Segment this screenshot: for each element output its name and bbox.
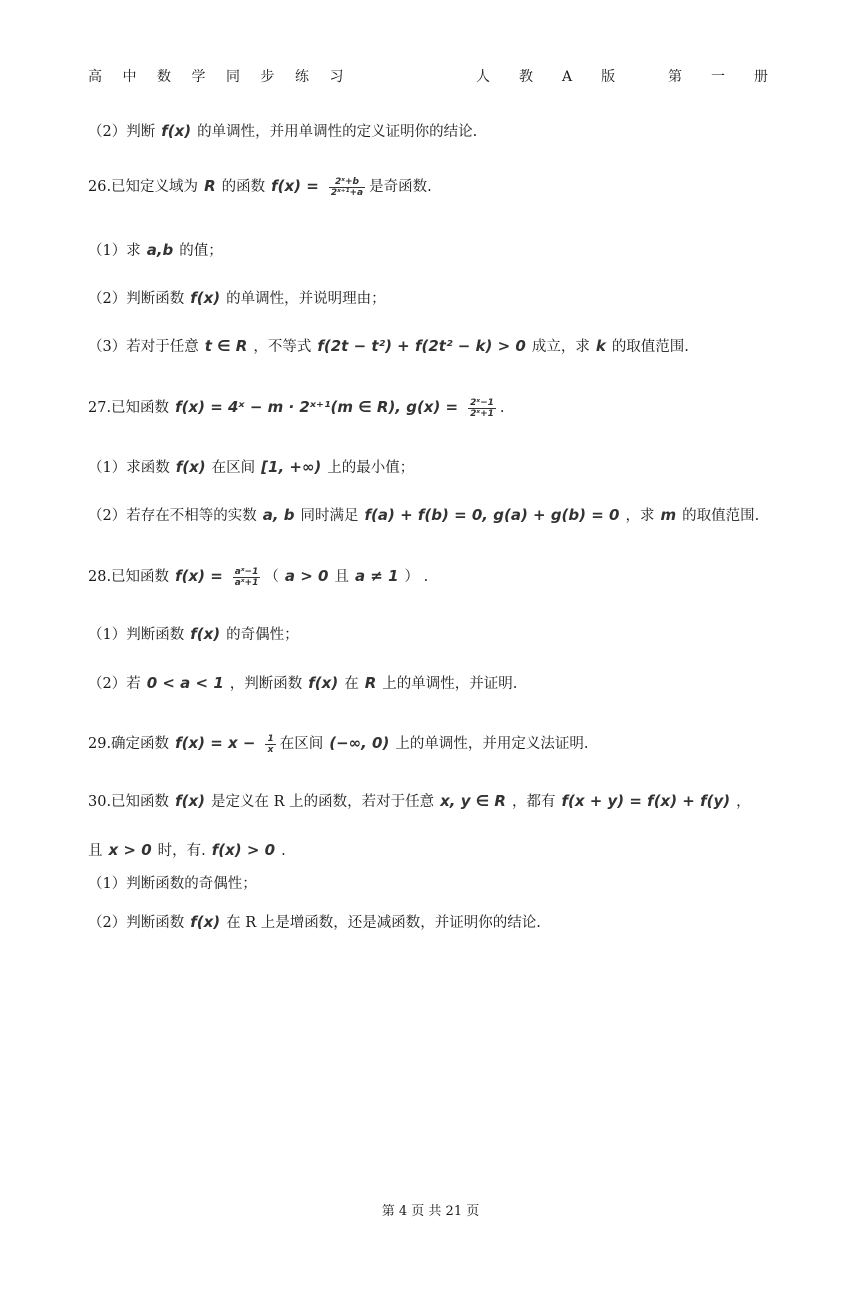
- math-fraction: [329, 177, 365, 198]
- math-expression: f(x) = 4ˣ − m · 2ˣ⁺¹(m ∈ R), g(x) =: [175, 398, 459, 416]
- math-expression: a ≠ 1: [354, 567, 399, 585]
- question-text: 是奇函数.: [369, 179, 432, 195]
- question-text: 是定义在 R 上的函数，若对于任意: [210, 794, 435, 810]
- question-text: 上的单调性，并用定义法证明.: [395, 736, 589, 752]
- question-text: ，判断函数: [229, 676, 303, 692]
- header-edition: 人教A版: [476, 69, 645, 85]
- question-text: 上的单调性，并证明.: [382, 676, 518, 692]
- fraction-numerator: 1: [267, 733, 274, 744]
- math-expression: f(x) =: [175, 567, 223, 585]
- fraction-denominator: aˣ+1: [234, 577, 259, 588]
- question-text: 的单调性，并说明理由；: [226, 291, 386, 307]
- question-text: ，求: [625, 508, 655, 524]
- question-text: （2）判断函数: [88, 291, 185, 307]
- question-text: ，都有: [511, 794, 556, 810]
- math-expression: (−∞, 0): [329, 734, 390, 752]
- question-text: （: [264, 569, 279, 585]
- fraction-numerator: 2ˣ+b: [329, 177, 365, 188]
- question-text: 30.已知函数: [88, 794, 170, 810]
- question-text: 且: [334, 569, 349, 585]
- math-expression: f(x): [190, 289, 221, 307]
- math-expression: 0 < a < 1: [146, 674, 224, 692]
- question-text: （2）若存在不相等的实数: [88, 508, 257, 524]
- math-expression: x, y ∈ R: [440, 792, 506, 810]
- header-volume: 第一册: [668, 69, 797, 85]
- math-expression: [1, +∞): [261, 458, 322, 476]
- question-text: 28.已知函数: [88, 569, 170, 585]
- math-expression: f(x): [175, 458, 206, 476]
- question-line: [88, 624, 801, 645]
- question-line: [88, 840, 801, 861]
- question-text: 时，有.: [157, 843, 206, 859]
- question-text: 同时满足: [300, 508, 359, 524]
- question-line: [88, 397, 801, 419]
- question-text: 在区间: [279, 736, 324, 752]
- fraction-numerator: 2ˣ−1: [470, 397, 494, 408]
- math-fraction: [468, 398, 496, 419]
- question-text: （1）求函数: [88, 460, 170, 476]
- math-fraction: [233, 567, 261, 588]
- math-expression: t ∈ R: [204, 337, 248, 355]
- math-expression: m: [660, 506, 677, 524]
- math-expression: a, b: [262, 506, 295, 524]
- math-expression: f(x) = x −: [175, 734, 256, 752]
- question-line: [88, 673, 801, 694]
- question-text: （2）判断: [88, 124, 156, 140]
- question-line: [88, 240, 801, 261]
- question-line: [88, 874, 801, 894]
- math-expression: f(x): [190, 625, 221, 643]
- question-text: 的奇偶性；: [226, 627, 299, 643]
- question-line: [88, 505, 801, 526]
- math-expression: a > 0: [284, 567, 329, 585]
- question-text: 在 R 上是增函数，还是减函数，并证明你的结论.: [226, 915, 541, 931]
- question-text: （2）若: [88, 676, 141, 692]
- math-expression: f(x) =: [271, 177, 319, 195]
- header-title: 高中数学同步练习: [88, 69, 364, 85]
- question-text: 的取值范围.: [611, 339, 689, 355]
- question-text: 的单调性，并用单调性的定义证明你的结论.: [197, 124, 478, 140]
- page-footer: 第 4 页 共 21 页: [381, 1204, 480, 1219]
- question-line: [88, 733, 801, 755]
- math-expression: f(a) + f(b) = 0, g(a) + g(b) = 0: [364, 506, 620, 524]
- question-text: （3）若对于任意: [88, 339, 199, 355]
- math-expression: f(x): [190, 913, 221, 931]
- question-text: 27.已知函数: [88, 400, 170, 416]
- math-expression: f(x) > 0: [211, 841, 276, 859]
- math-expression: f(x): [308, 674, 339, 692]
- question-text: 26.已知定义域为: [88, 179, 199, 195]
- question-text: 在: [344, 676, 359, 692]
- question-line: [88, 791, 801, 812]
- fraction-denominator: 2ˣ⁺¹+a: [330, 187, 364, 198]
- question-text: 的取值范围.: [682, 508, 760, 524]
- question-line: [88, 121, 801, 142]
- fraction-numerator: aˣ−1: [234, 566, 259, 577]
- question-text: ，: [736, 794, 751, 810]
- fraction-denominator: 2ˣ+1: [470, 408, 494, 419]
- question-text: （2）判断函数: [88, 915, 185, 931]
- math-expression: f(x + y) = f(x) + f(y): [561, 792, 731, 810]
- question-line: [88, 288, 801, 309]
- math-expression: f(2t − t²) + f(2t² − k) > 0: [317, 337, 526, 355]
- math-expression: x > 0: [108, 841, 152, 859]
- question-line: [88, 912, 801, 933]
- question-text: 成立，求: [531, 339, 590, 355]
- question-line: [88, 457, 801, 478]
- question-text: 在区间: [211, 460, 256, 476]
- question-text: .: [281, 843, 286, 859]
- question-text: .: [499, 400, 505, 416]
- question-text: 上的最小值；: [327, 460, 415, 476]
- math-expression: f(x): [161, 122, 192, 140]
- math-expression: f(x): [175, 792, 205, 810]
- question-text: 且: [88, 843, 103, 859]
- question-text: （1）求: [88, 243, 141, 259]
- question-line: [88, 176, 801, 198]
- math-expression: R: [204, 177, 216, 195]
- question-line: [88, 566, 801, 588]
- question-text: （1）判断函数: [88, 627, 185, 643]
- question-text: 的值；: [179, 243, 223, 259]
- question-text: 的函数: [221, 179, 266, 195]
- math-expression: k: [595, 337, 606, 355]
- page-header: [88, 66, 797, 88]
- math-expression: a,b: [146, 241, 174, 259]
- question-line: [88, 336, 801, 357]
- math-expression: R: [364, 674, 377, 692]
- question-text: 29.确定函数: [88, 736, 170, 752]
- fraction-denominator: x: [267, 744, 274, 755]
- question-text: ，不等式: [253, 339, 312, 355]
- question-text: ） .: [404, 569, 429, 585]
- question-text: （1）判断函数的奇偶性；: [88, 876, 257, 892]
- math-fraction: [265, 734, 275, 755]
